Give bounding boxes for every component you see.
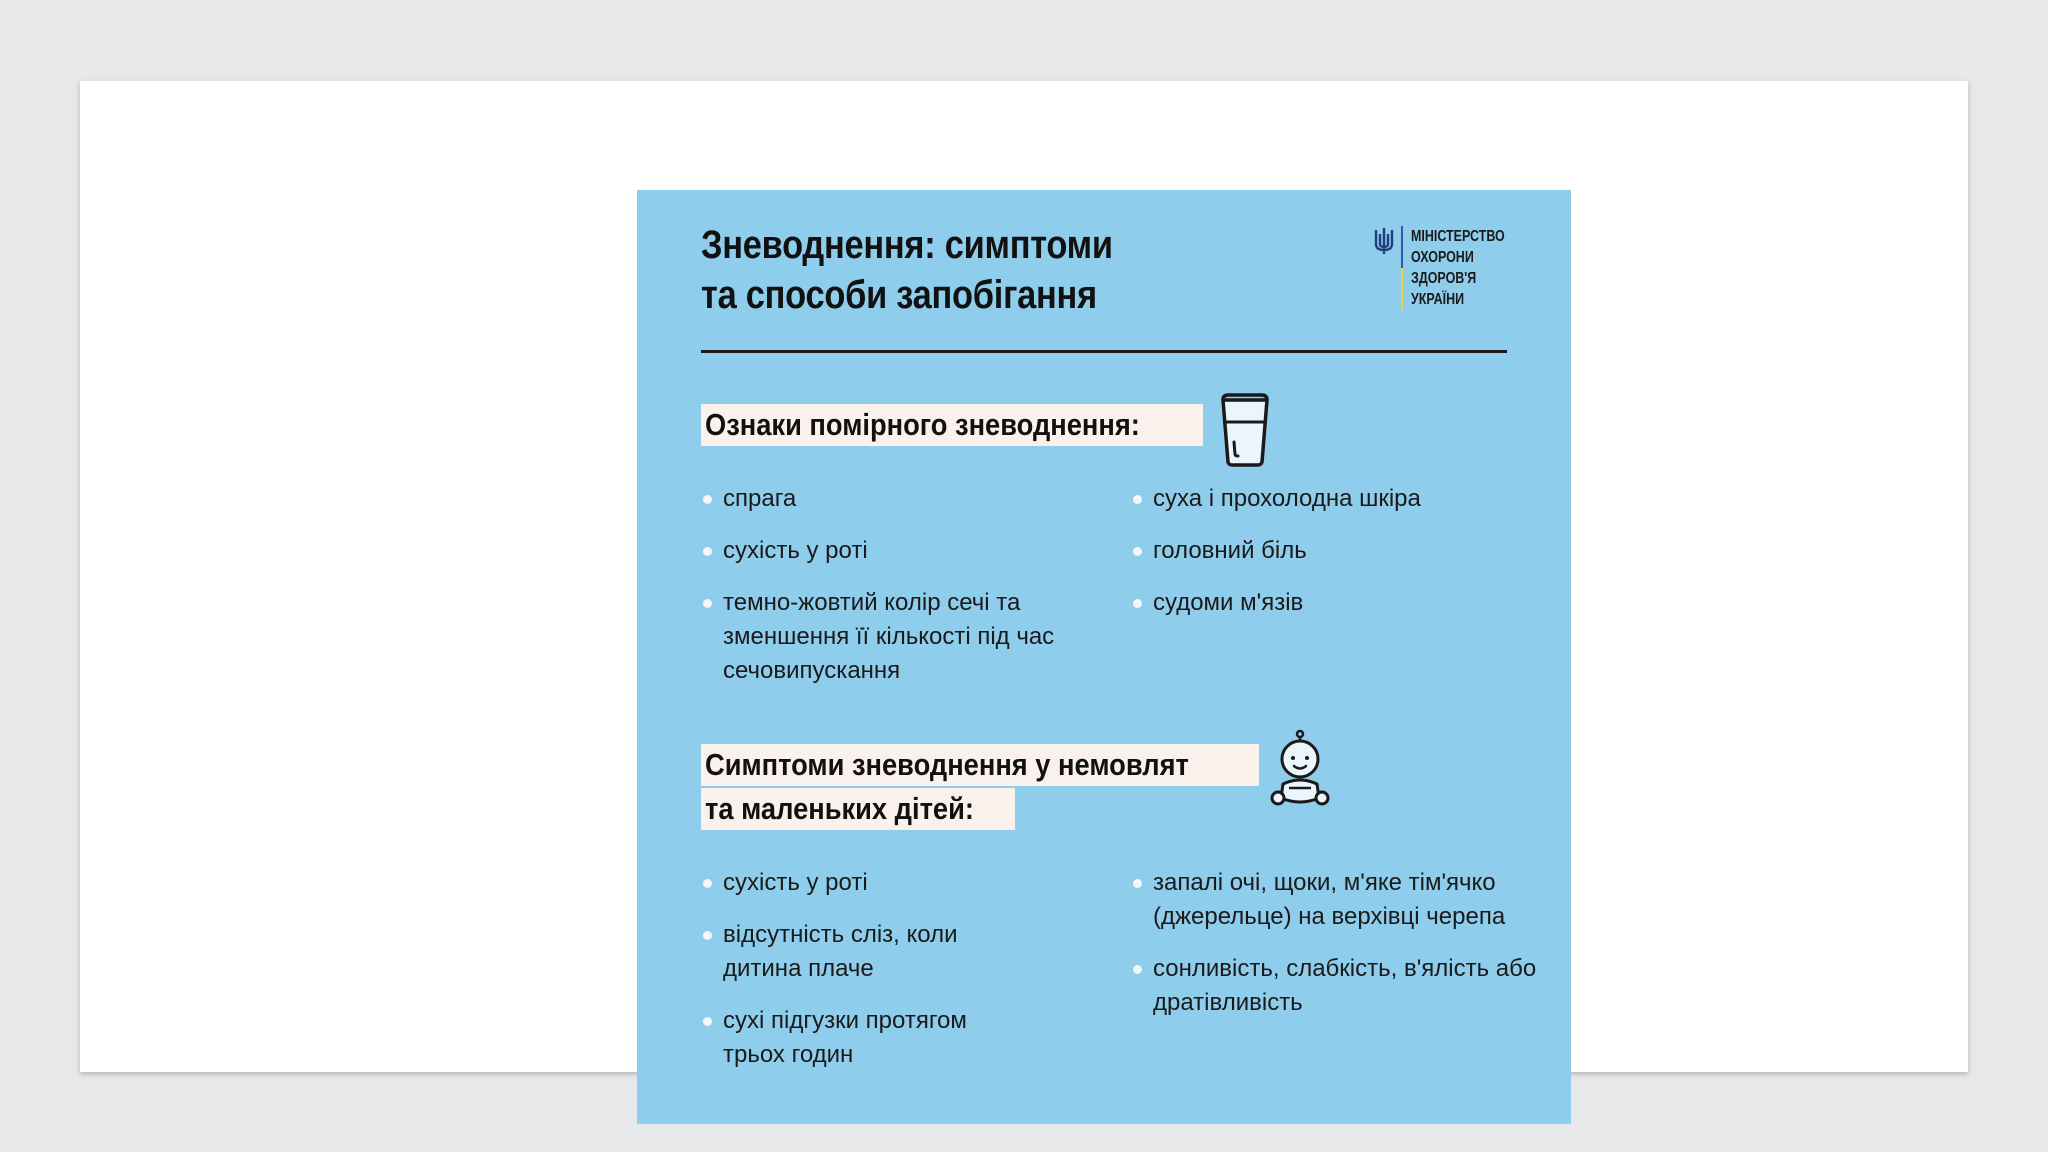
- infant-symptoms-left: [701, 866, 1031, 1090]
- list-item: сухість у роті: [701, 534, 1101, 568]
- logo-line-3: ЗДОРОВ'Я: [1411, 270, 1477, 287]
- infant-symptoms-right: [1131, 866, 1551, 1038]
- section-moderate-title: Ознаки помірного зневоднення:: [705, 407, 1140, 442]
- list-item: спрага: [701, 482, 1101, 516]
- list-item: сонливість, слабкість, в'ялість або дратівливість: [1131, 952, 1551, 1020]
- section-infants-heading: [701, 744, 1259, 832]
- section-moderate-heading: [701, 404, 1203, 448]
- title-line-1: Зневоднення: симптоми: [701, 223, 1113, 267]
- list-item: темно-жовтий колір сечі та зменшення її кількості під час сечовипускання: [701, 586, 1101, 688]
- moderate-symptoms-left: [701, 482, 1101, 706]
- logo-line-1: МІНІСТЕРСТВО: [1411, 228, 1505, 245]
- section-infants-title-line-1: Симптоми зневоднення у немовлят: [705, 747, 1189, 782]
- list-item: сухість у роті: [701, 866, 1031, 900]
- page-title: [701, 220, 1113, 320]
- list-item: головний біль: [1131, 534, 1551, 568]
- logo-line-2: ОХОРОНИ: [1411, 249, 1474, 266]
- presentation-slide: [80, 81, 1968, 1072]
- baby-icon: [1269, 726, 1331, 812]
- trident-icon: [1373, 226, 1395, 256]
- list-item: сухі підгузки протягом трьох годин: [701, 1004, 1031, 1072]
- glass-of-water-icon: [1215, 392, 1275, 468]
- list-item: запалі очі, щоки, м'яке тім'ячко (джерельце) на верхівці черепа: [1131, 866, 1551, 934]
- logo-line-4: УКРАЇНИ: [1411, 291, 1465, 308]
- logo-text: [1411, 226, 1505, 310]
- section-infants-title-line-2: та маленьких дітей:: [705, 791, 974, 826]
- list-item: відсутність сліз, коли дитина плаче: [701, 918, 1031, 986]
- title-line-2: та способи запобігання: [701, 273, 1097, 317]
- title-divider: [701, 350, 1507, 353]
- ministry-logo: [1373, 226, 1531, 310]
- list-item: судоми м'язів: [1131, 586, 1551, 620]
- moderate-symptoms-right: [1131, 482, 1551, 638]
- infographic-card: [637, 190, 1571, 1124]
- list-item: суха і прохолодна шкіра: [1131, 482, 1551, 516]
- logo-divider: [1401, 226, 1403, 310]
